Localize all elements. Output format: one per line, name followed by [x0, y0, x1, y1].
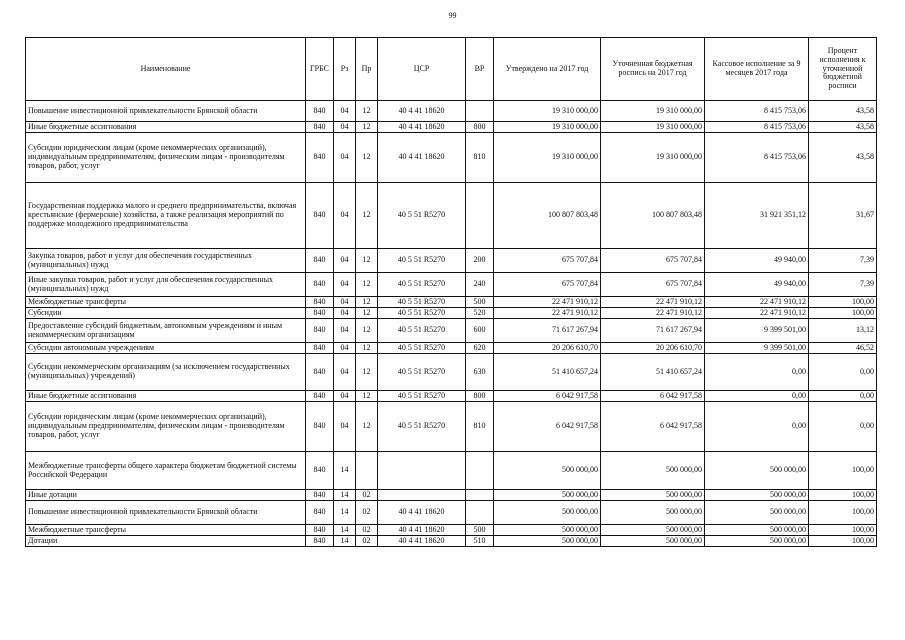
row-name: Повышение инвестиционной привлекательности Брянской области [26, 501, 306, 525]
row-revised: 19 310 000,00 [601, 101, 705, 122]
row-rz: 14 [334, 452, 356, 490]
row-vr: 800 [466, 391, 494, 402]
row-vr: 810 [466, 133, 494, 183]
row-percent: 46,52 [809, 343, 877, 354]
row-vr [466, 452, 494, 490]
row-grbs: 840 [306, 183, 334, 249]
row-rz: 04 [334, 391, 356, 402]
row-approved: 6 042 917,58 [494, 402, 601, 452]
row-percent: 0,00 [809, 402, 877, 452]
row-rz: 04 [334, 343, 356, 354]
row-vr: 240 [466, 273, 494, 297]
row-pr: 12 [356, 297, 378, 308]
row-revised: 19 310 000,00 [601, 133, 705, 183]
row-grbs: 840 [306, 402, 334, 452]
column-header-approved: Утверждено на 2017 год [494, 38, 601, 101]
row-percent: 0,00 [809, 391, 877, 402]
row-executed: 49 940,00 [705, 273, 809, 297]
row-grbs: 840 [306, 319, 334, 343]
row-name: Иные закупки товаров, работ и услуг для обеспечения государственных (муниципальных) нужд [26, 273, 306, 297]
row-name: Субсидии [26, 308, 306, 319]
row-percent: 7,39 [809, 249, 877, 273]
row-approved: 19 310 000,00 [494, 101, 601, 122]
row-executed: 22 471 910,12 [705, 308, 809, 319]
row-approved: 51 410 657,24 [494, 354, 601, 391]
row-csr [378, 452, 466, 490]
table-row [26, 452, 877, 490]
row-approved: 500 000,00 [494, 452, 601, 490]
row-percent: 31,67 [809, 183, 877, 249]
row-grbs: 840 [306, 133, 334, 183]
row-rz: 04 [334, 101, 356, 122]
row-revised: 675 707,84 [601, 249, 705, 273]
row-grbs: 840 [306, 273, 334, 297]
row-csr: 40 5 51 R5270 [378, 402, 466, 452]
row-grbs: 840 [306, 452, 334, 490]
row-revised: 500 000,00 [601, 501, 705, 525]
row-rz: 04 [334, 249, 356, 273]
row-pr: 02 [356, 501, 378, 525]
row-name: Государственная поддержка малого и среднего предпринимательства, включая крестьянские (фермерские) хозяйства, а также реализация мероприятий по поддержке молодежного предпринимательства [26, 183, 306, 249]
row-csr: 40 4 41 18620 [378, 122, 466, 133]
row-grbs: 840 [306, 525, 334, 536]
row-csr: 40 4 41 18620 [378, 536, 466, 547]
table-row [26, 183, 877, 249]
column-header-revised: Уточненная бюджетная роспись на 2017 год [601, 38, 705, 101]
row-name: Предоставление субсидий бюджетным, автономным учреждениям и иным некоммерческим организациям [26, 319, 306, 343]
row-pr: 12 [356, 308, 378, 319]
row-csr: 40 4 41 18620 [378, 133, 466, 183]
row-approved: 100 807 803,48 [494, 183, 601, 249]
row-name: Дотации [26, 536, 306, 547]
row-name: Межбюджетные трансферты общего характера бюджетам бюджетной системы Российской Федерации [26, 452, 306, 490]
row-approved: 20 206 610,70 [494, 343, 601, 354]
row-vr: 810 [466, 402, 494, 452]
column-header-csr: ЦСР [378, 38, 466, 101]
row-approved: 22 471 910,12 [494, 308, 601, 319]
row-grbs: 840 [306, 501, 334, 525]
row-approved: 500 000,00 [494, 501, 601, 525]
row-revised: 22 471 910,12 [601, 297, 705, 308]
row-name: Повышение инвестиционной привлекательности Брянской области [26, 101, 306, 122]
row-pr: 12 [356, 183, 378, 249]
row-name: Субсидии юридическим лицам (кроме некоммерческих организаций), индивидуальным предпринимателям, физическим лицам - производителям товаров, работ, услуг [26, 402, 306, 452]
row-vr: 520 [466, 308, 494, 319]
row-percent: 100,00 [809, 536, 877, 547]
row-rz: 04 [334, 133, 356, 183]
row-csr: 40 5 51 R5270 [378, 391, 466, 402]
row-grbs: 840 [306, 343, 334, 354]
row-executed: 500 000,00 [705, 501, 809, 525]
row-grbs: 840 [306, 308, 334, 319]
row-pr: 12 [356, 354, 378, 391]
row-revised: 71 617 267,94 [601, 319, 705, 343]
table-row [26, 490, 877, 501]
row-rz: 04 [334, 273, 356, 297]
row-rz: 04 [334, 402, 356, 452]
row-revised: 19 310 000,00 [601, 122, 705, 133]
row-csr: 40 5 51 R5270 [378, 343, 466, 354]
column-header-percent: Процент исполнения к уточненной бюджетной росписи [809, 38, 877, 101]
row-percent: 100,00 [809, 501, 877, 525]
row-vr: 630 [466, 354, 494, 391]
row-revised: 500 000,00 [601, 490, 705, 501]
row-csr: 40 5 51 R5270 [378, 308, 466, 319]
row-vr [466, 101, 494, 122]
row-revised: 100 807 803,48 [601, 183, 705, 249]
row-pr: 02 [356, 525, 378, 536]
row-approved: 675 707,84 [494, 249, 601, 273]
row-name: Субсидии некоммерческим организациям (за исключением государственных (муниципальных) учреждений) [26, 354, 306, 391]
row-rz: 04 [334, 354, 356, 391]
table-row [26, 536, 877, 547]
row-percent: 7,39 [809, 273, 877, 297]
row-executed: 8 415 753,06 [705, 122, 809, 133]
row-grbs: 840 [306, 536, 334, 547]
row-revised: 20 206 610,70 [601, 343, 705, 354]
row-rz: 04 [334, 183, 356, 249]
row-executed: 9 399 501,00 [705, 319, 809, 343]
row-approved: 675 707,84 [494, 273, 601, 297]
row-approved: 6 042 917,58 [494, 391, 601, 402]
table-row [26, 319, 877, 343]
row-grbs: 840 [306, 297, 334, 308]
row-grbs: 840 [306, 249, 334, 273]
row-csr: 40 5 51 R5270 [378, 183, 466, 249]
table-row [26, 343, 877, 354]
row-revised: 500 000,00 [601, 525, 705, 536]
column-header-rz: Рз [334, 38, 356, 101]
table-row [26, 122, 877, 133]
row-approved: 22 471 910,12 [494, 297, 601, 308]
row-executed: 0,00 [705, 402, 809, 452]
row-grbs: 840 [306, 391, 334, 402]
row-percent: 13,12 [809, 319, 877, 343]
row-executed: 31 921 351,12 [705, 183, 809, 249]
row-executed: 500 000,00 [705, 452, 809, 490]
row-executed: 0,00 [705, 391, 809, 402]
row-vr: 620 [466, 343, 494, 354]
row-revised: 22 471 910,12 [601, 308, 705, 319]
row-grbs: 840 [306, 354, 334, 391]
table-row [26, 308, 877, 319]
row-executed: 500 000,00 [705, 490, 809, 501]
row-name: Иные дотации [26, 490, 306, 501]
row-executed: 22 471 910,12 [705, 297, 809, 308]
row-name: Межбюджетные трансферты [26, 297, 306, 308]
row-revised: 51 410 657,24 [601, 354, 705, 391]
table-row [26, 391, 877, 402]
row-executed: 500 000,00 [705, 525, 809, 536]
row-revised: 6 042 917,58 [601, 391, 705, 402]
row-rz: 14 [334, 501, 356, 525]
row-percent: 0,00 [809, 354, 877, 391]
column-header-executed: Кассовое исполнение за 9 месяцев 2017 года [705, 38, 809, 101]
row-name: Межбюджетные трансферты [26, 525, 306, 536]
table-row [26, 525, 877, 536]
row-csr: 40 5 51 R5270 [378, 297, 466, 308]
row-rz: 04 [334, 308, 356, 319]
row-name: Иные бюджетные ассигнования [26, 391, 306, 402]
row-rz: 14 [334, 490, 356, 501]
row-pr: 02 [356, 490, 378, 501]
row-percent: 43,58 [809, 101, 877, 122]
table-row [26, 402, 877, 452]
row-grbs: 840 [306, 122, 334, 133]
row-csr: 40 4 41 18620 [378, 101, 466, 122]
row-approved: 19 310 000,00 [494, 122, 601, 133]
table-row [26, 273, 877, 297]
row-percent: 43,58 [809, 133, 877, 183]
row-approved: 19 310 000,00 [494, 133, 601, 183]
row-csr: 40 5 51 R5270 [378, 354, 466, 391]
row-percent: 43,58 [809, 122, 877, 133]
row-name: Иные бюджетные ассигнования [26, 122, 306, 133]
table-row [26, 133, 877, 183]
row-pr: 12 [356, 391, 378, 402]
column-header-pr: Пр [356, 38, 378, 101]
row-revised: 500 000,00 [601, 536, 705, 547]
row-rz: 14 [334, 536, 356, 547]
row-percent: 100,00 [809, 308, 877, 319]
row-name: Субсидии автономным учреждениям [26, 343, 306, 354]
row-rz: 04 [334, 297, 356, 308]
row-vr [466, 183, 494, 249]
row-pr: 12 [356, 319, 378, 343]
row-executed: 500 000,00 [705, 536, 809, 547]
row-name: Закупка товаров, работ и услуг для обеспечения государственных (муниципальных) нужд [26, 249, 306, 273]
budget-table [25, 37, 877, 547]
row-percent: 100,00 [809, 490, 877, 501]
row-vr: 510 [466, 536, 494, 547]
row-pr: 12 [356, 101, 378, 122]
row-csr [378, 490, 466, 501]
table-row [26, 354, 877, 391]
table-row [26, 297, 877, 308]
row-csr: 40 5 51 R5270 [378, 319, 466, 343]
row-vr: 800 [466, 122, 494, 133]
row-pr [356, 452, 378, 490]
row-rz: 04 [334, 122, 356, 133]
row-approved: 500 000,00 [494, 490, 601, 501]
row-pr: 12 [356, 133, 378, 183]
row-revised: 500 000,00 [601, 452, 705, 490]
row-grbs: 840 [306, 490, 334, 501]
page-number: 99 [448, 11, 457, 20]
row-approved: 500 000,00 [494, 536, 601, 547]
row-executed: 49 940,00 [705, 249, 809, 273]
row-rz: 04 [334, 319, 356, 343]
table-header-row [26, 38, 877, 101]
row-executed: 8 415 753,06 [705, 133, 809, 183]
row-csr: 40 4 41 18620 [378, 525, 466, 536]
row-vr [466, 501, 494, 525]
row-vr: 200 [466, 249, 494, 273]
row-approved: 71 617 267,94 [494, 319, 601, 343]
row-pr: 02 [356, 536, 378, 547]
row-pr: 12 [356, 122, 378, 133]
row-vr [466, 490, 494, 501]
row-csr: 40 4 41 18620 [378, 501, 466, 525]
row-approved: 500 000,00 [494, 525, 601, 536]
column-header-vr: ВР [466, 38, 494, 101]
column-header-grbs: ГРБС [306, 38, 334, 101]
column-header-name: Наименование [26, 38, 306, 101]
row-revised: 675 707,84 [601, 273, 705, 297]
row-pr: 12 [356, 249, 378, 273]
table-row [26, 101, 877, 122]
row-pr: 12 [356, 343, 378, 354]
row-grbs: 840 [306, 101, 334, 122]
row-name: Субсидии юридическим лицам (кроме некоммерческих организаций), индивидуальным предпринимателям, физическим лицам - производителям товаров, работ, услуг [26, 133, 306, 183]
row-percent: 100,00 [809, 297, 877, 308]
table-row [26, 249, 877, 273]
row-executed: 8 415 753,06 [705, 101, 809, 122]
row-rz: 14 [334, 525, 356, 536]
row-executed: 0,00 [705, 354, 809, 391]
table-row [26, 501, 877, 525]
row-executed: 9 399 501,00 [705, 343, 809, 354]
row-percent: 100,00 [809, 452, 877, 490]
row-vr: 500 [466, 525, 494, 536]
row-csr: 40 5 51 R5270 [378, 273, 466, 297]
row-csr: 40 5 51 R5270 [378, 249, 466, 273]
row-vr: 600 [466, 319, 494, 343]
row-pr: 12 [356, 273, 378, 297]
row-pr: 12 [356, 402, 378, 452]
row-percent: 100,00 [809, 525, 877, 536]
row-vr: 500 [466, 297, 494, 308]
row-revised: 6 042 917,58 [601, 402, 705, 452]
